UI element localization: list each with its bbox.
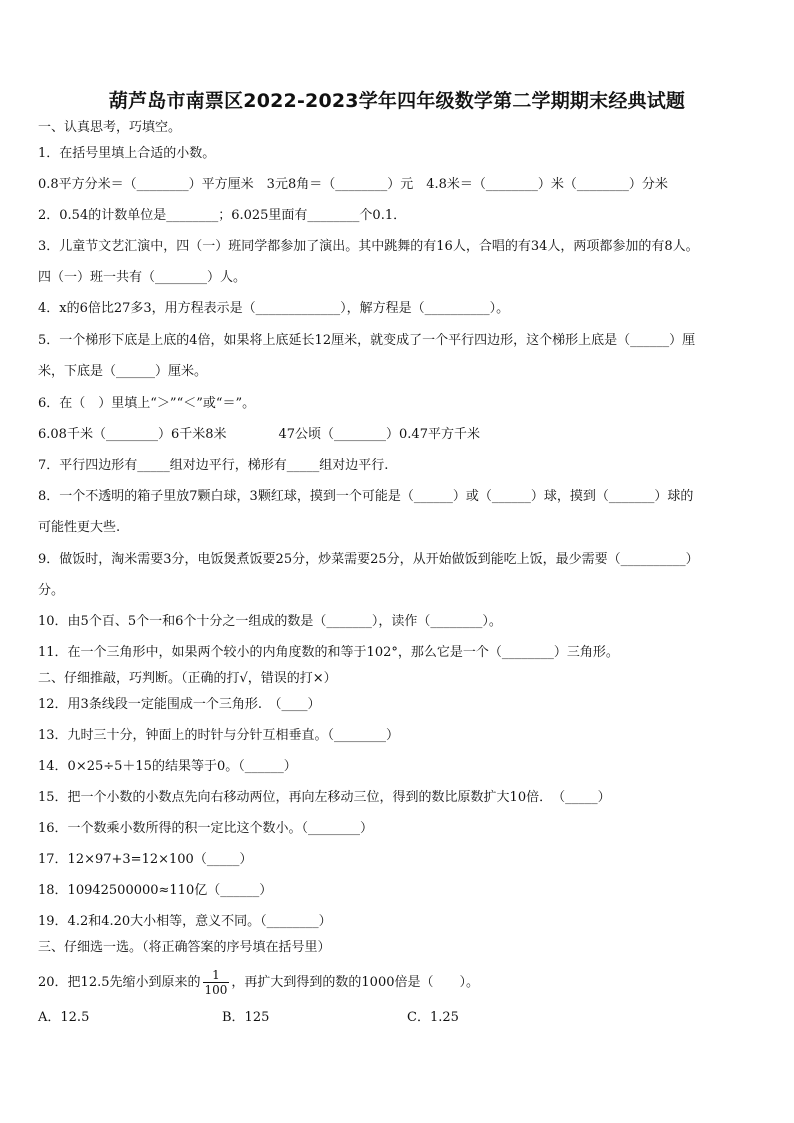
question-8-line-1: 8．一个不透明的箱子里放7颗白球，3颗红球，摸到一个可能是（______）或（______）球，摸到（_______）球的 bbox=[38, 489, 694, 504]
question-9-line-2: 分。 bbox=[38, 583, 65, 598]
question-6-comparisons: 6.08千米（________）6千米8米 47公顷（________）0.47平方千米 bbox=[38, 427, 480, 442]
question-15: 15．把一个小数的小数点先向右移动两位，再向左移动三位，得到的数比原数扩大10倍． （_____） bbox=[38, 790, 611, 805]
page-title: 葫芦岛市南票区2022-2023学年四年级数学第二学期期末经典试题 bbox=[108, 90, 686, 112]
question-4: 4．x的6倍比27多3，用方程表示是（_____________），解方程是（__________）。 bbox=[38, 301, 510, 316]
question-3-line-1: 3．儿童节文艺汇演中，四（一）班同学都参加了演出。其中跳舞的有16人，合唱的有34人，两项都参加的有8人。 bbox=[38, 239, 699, 254]
section-3-heading: 三、仔细选一选。（将正确答案的序号填在括号里） bbox=[38, 940, 331, 955]
option-c: C．1.25 bbox=[407, 1010, 459, 1025]
question-20 bbox=[38, 966, 764, 1000]
section-2-heading: 二、仔细推敲，巧判断。（正确的打√，错误的打×） bbox=[38, 671, 337, 686]
fraction-numerator: 1 bbox=[203, 968, 230, 983]
question-5-line-2: 米，下底是（______）厘米。 bbox=[38, 364, 208, 379]
question-8-line-2: 可能性更大些. bbox=[38, 520, 121, 535]
question-1-blanks: 0.8平方分米＝（________）平方厘米 3元8角＝（________）元 4.8米＝（________）米（________）分米 bbox=[38, 177, 668, 192]
section-1-heading: 一、认真思考，巧填空。 bbox=[38, 120, 182, 135]
option-b: B．125 bbox=[222, 1010, 270, 1025]
question-2: 2．0.54的计数单位是________；6.025里面有________个0.1． bbox=[38, 208, 407, 223]
question-3-line-2: 四（一）班一共有（________）人。 bbox=[38, 270, 247, 285]
question-5-line-1: 5．一个梯形下底是上底的4倍，如果将上底延长12厘米，就变成了一个平行四边形，这个梯形上底是（______）厘 bbox=[38, 333, 696, 348]
question-19: 19．4.2和4.20大小相等，意义不同。（________） bbox=[38, 914, 332, 929]
fraction-one-hundredth bbox=[203, 968, 230, 997]
question-18: 18．10942500000≈110亿（______） bbox=[38, 883, 273, 898]
question-14: 14．0×25÷5＋15的结果等于0。（______） bbox=[38, 759, 297, 774]
question-6: 6．在（ ）里填上“＞”“＜”或“＝”。 bbox=[38, 396, 256, 411]
question-16: 16．一个数乘小数所得的积一定比这个数小。（________） bbox=[38, 821, 374, 836]
question-7: 7．平行四边形有_____组对边平行，梯形有_____组对边平行. bbox=[38, 458, 389, 473]
question-12: 12．用3条线段一定能围成一个三角形. （____） bbox=[38, 697, 321, 712]
question-20-suffix: ，再扩大到得到的数的1000倍是（ ）。 bbox=[231, 975, 479, 990]
question-13: 13．九时三十分，钟面上的时针与分针互相垂直。（________） bbox=[38, 728, 400, 743]
question-10: 10．由5个百、5个一和6个十分之一组成的数是（_______），读作（________）。 bbox=[38, 614, 502, 629]
question-20-prefix: 20．把12.5先缩小到原来的 bbox=[38, 975, 201, 990]
question-17: 17．12×97+3=12×100（_____） bbox=[38, 852, 253, 867]
question-1: 1．在括号里填上合适的小数。 bbox=[38, 146, 216, 161]
option-a: A．12.5 bbox=[38, 1010, 90, 1025]
question-11: 11．在一个三角形中，如果两个较小的内角度数的和等于102°，那么它是一个（________）三角形。 bbox=[38, 645, 619, 660]
fraction-denominator: 100 bbox=[204, 983, 228, 997]
question-9-line-1: 9．做饭时，淘米需要3分，电饭煲煮饭要25分，炒菜需要25分，从开始做饭到能吃上饭，最少需要（__________） bbox=[38, 552, 699, 567]
